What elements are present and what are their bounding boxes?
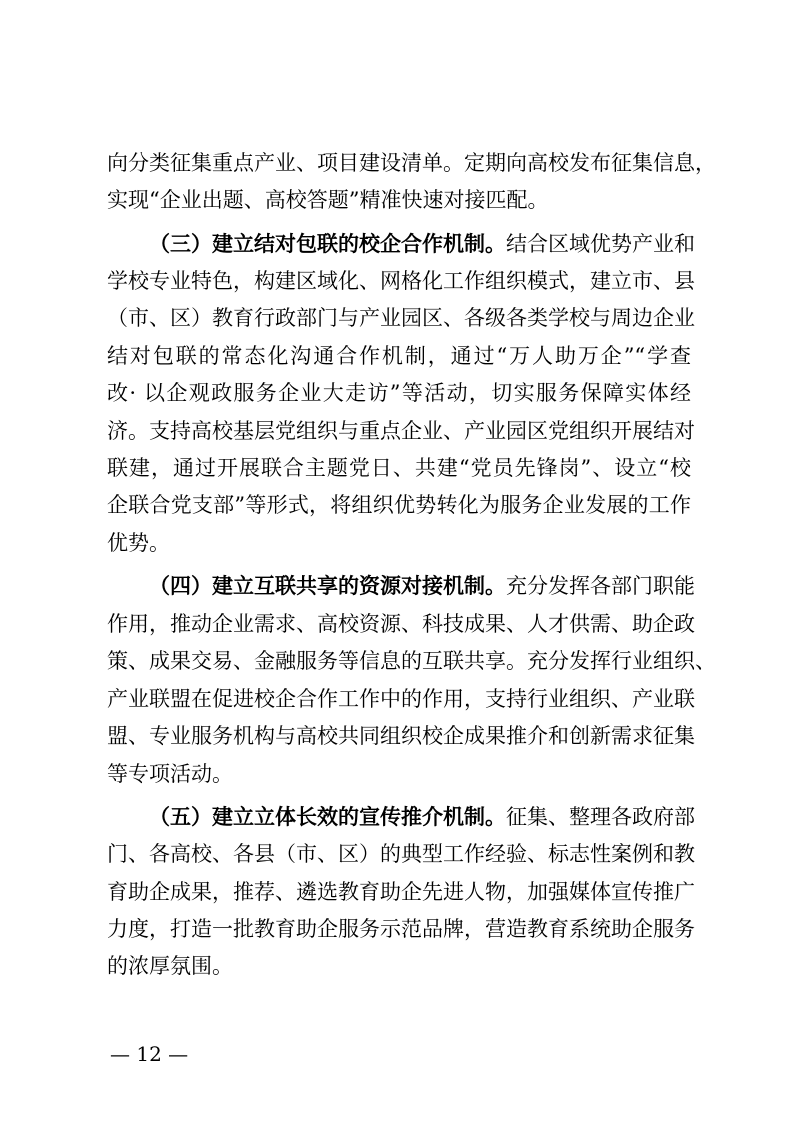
paragraph-2-line-4: 结对包联的常态化沟通合作机制，通过“万人助万企”“学查 (107, 344, 691, 368)
paragraph-2-line-9: 优势。 (107, 531, 170, 555)
paragraph-2-text: 结合区域优势产业和 (506, 232, 695, 256)
paragraph-4-text: 征集、整理各政府部 (506, 805, 695, 829)
paragraph-1-line-2: 实现“企业出题、高校答题”精准快速对接匹配。 (107, 188, 549, 212)
paragraph-3-line-5: 盟、专业服务机构与高校共同组织校企成果推介和创新需求征集 (107, 724, 695, 748)
paragraph-2-line-5: 改· 以企观政服务企业大走访”等活动，切实服务保障实体经 (107, 381, 691, 405)
paragraph-3-line-4: 产业联盟在促进校企合作工作中的作用，支持行业组织、产业联 (107, 687, 695, 711)
paragraph-3-line-1 (149, 573, 695, 599)
paragraph-3-line-2: 作用，推动企业需求、高校资源、科技成果、人才供需、助企政 (107, 612, 695, 636)
paragraph-4-heading: （五）建立立体长效的宣传推介机制。 (149, 805, 506, 829)
paragraph-3-line-6: 等专项活动。 (107, 762, 233, 786)
paragraph-4-line-2: 门、各高校、各县（市、区）的典型工作经验、标志性案例和教 (107, 842, 695, 866)
paragraph-2-line-2: 学校专业特色，构建区域化、网格化工作组织模式，建立市、县 (107, 269, 695, 293)
paragraph-4-line-4: 力度，打造一批教育助企服务示范品牌，营造教育系统助企服务 (107, 917, 695, 941)
paragraph-2-line-7: 联建，通过开展联合主题党日、共建“党员先锋岗”、设立“校 (107, 456, 691, 480)
paragraph-2-line-1 (149, 231, 695, 257)
paragraph-3-text: 充分发挥各部门职能 (506, 574, 695, 598)
paragraph-1-line-1: 向分类征集重点产业、项目建设清单。定期向高校发布征集信息， (107, 151, 716, 175)
paragraph-2-line-3: （市、区）教育行政部门与产业园区、各级各类学校与周边企业 (107, 306, 695, 330)
paragraph-2-line-6: 济。支持高校基层党组织与重点企业、产业园区党组织开展结对 (107, 419, 695, 443)
paragraph-4-line-3: 育助企成果，推荐、遴选教育助企先进人物，加强媒体宣传推广 (107, 880, 695, 904)
paragraph-4-line-1 (149, 804, 695, 830)
paragraph-3-heading: （四）建立互联共享的资源对接机制。 (149, 574, 506, 598)
paragraph-2-line-8: 企联合党支部”等形式，将组织优势转化为服务企业发展的工作 (107, 493, 691, 517)
paragraph-3-line-3: 策、成果交易、金融服务等信息的互联共享。充分发挥行业组织、 (107, 649, 716, 673)
paragraph-2-heading: （三）建立结对包联的校企合作机制。 (149, 232, 506, 256)
page-number: — 12 — (110, 1042, 189, 1066)
paragraph-4-line-5: 的浓厚氛围。 (107, 954, 233, 978)
